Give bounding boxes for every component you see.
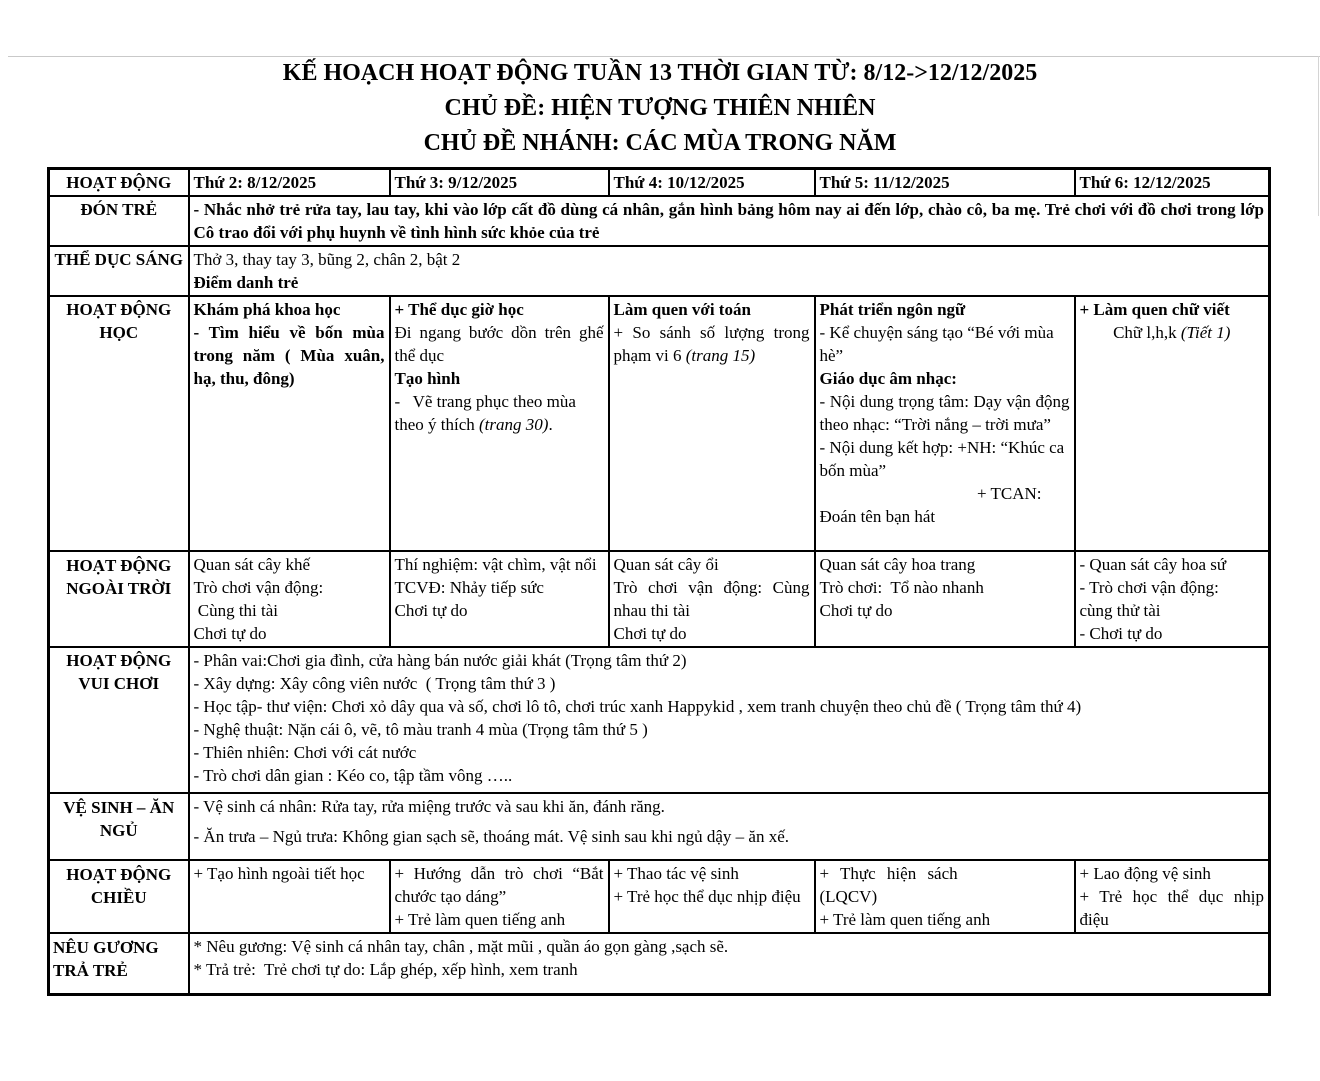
row-label-chieu: HOẠT ĐỘNG CHIỀU [49, 860, 189, 933]
cell-the-duc-sang [189, 246, 1270, 296]
text-line: + Thực hiện sách [819, 864, 958, 883]
text-line: - Xây dựng: Xây công viên nước ( Trọng tâm thứ 3 ) [193, 674, 556, 693]
text-line: - Học tập- thư viện: Chơi xỏ dây qua và số, chơi lô tô, chơi trúc xanh Happykid , xem tranh chuyện theo chủ đề ( Trọng tâm thứ 4) [193, 697, 1082, 716]
text-line: - Phân vai:Chơi gia đình, cửa hàng bán nước giải khát (Trọng tâm thứ 2) [193, 651, 687, 670]
text-line: - Kể chuyện sáng tạo “Bé với mùa hè” [819, 323, 1058, 365]
header-day-tue: Thứ 3: 9/12/2025 [390, 169, 609, 197]
cell-chieu-thu [815, 860, 1075, 933]
row-label-don-tre: ĐÓN TRẺ [49, 196, 189, 246]
page-top-edge [8, 56, 1320, 57]
row-label-ngoai-troi: HOẠT ĐỘNG NGOÀI TRỜI [49, 551, 189, 647]
text-line: + Trẻ làm quen tiếng anh [819, 910, 991, 929]
header-day-wed: Thứ 4: 10/12/2025 [609, 169, 815, 197]
cell-hoc-thu [815, 296, 1075, 551]
text-line: Khám phá khoa học [193, 300, 341, 319]
text-line: Đoán tên bạn hát [819, 507, 936, 526]
text-line: - Trò chơi dân gian : Kéo co, tập tầm vông ….. [193, 766, 513, 785]
text-line: Làm quen với toán [613, 300, 751, 319]
text-line: + Thao tác vệ sinh [613, 864, 739, 883]
text-line: Đi ngang bước dồn trên ghế thể dục [394, 323, 604, 365]
row-label-the-duc-sang: THỂ DỤC SÁNG [49, 246, 189, 296]
don-tre-content: - Nhắc nhở trẻ rửa tay, lau tay, khi vào lớp cất đồ dùng cá nhân, gắn hình bảng hôm nay ai đến lớp, chào cô, ba mẹ. Trẻ chơi với đồ chơi trong lớp Cô trao đổi với phụ huynh về tình hình sức khỏe của trẻ [193, 200, 1264, 242]
text-line: Phát triển ngôn ngữ [819, 300, 966, 319]
row-hoat-dong-hoc [49, 296, 1270, 551]
page-right-edge [1318, 56, 1319, 216]
title-line-3: CHỦ ĐỀ NHÁNH: CÁC MÙA TRONG NĂM [423, 130, 897, 156]
text-segment-italic: (trang 30) [479, 415, 549, 434]
text-line: - Chơi tự do [1079, 624, 1163, 643]
text-line: Tạo hình [394, 369, 461, 388]
row-ve-sinh-an-ngu [49, 793, 1270, 860]
cell-chieu-wed [609, 860, 815, 933]
text-line: - Tìm hiểu về bốn mùa trong năm ( Mùa xuân, hạ, thu, đông) [193, 323, 385, 388]
text-line: Trò chơi vận động: [193, 578, 324, 597]
text-line: + Trẻ học thể dục nhịp điệu [613, 887, 801, 906]
cell-hoc-wed [609, 296, 815, 551]
row-the-duc-sang [49, 246, 1270, 296]
text-line [614, 321, 810, 367]
cell-vui-choi [189, 647, 1270, 793]
title-line-2: CHỦ ĐỀ: HIỆN TƯỢNG THIÊN NHIÊN [444, 95, 876, 121]
text-line: Cùng thi tài [193, 601, 279, 620]
text-line: TCVĐ: Nhảy tiếp sức [394, 578, 544, 597]
text-line: Thở 3, thay tay 3, bũng 2, chân 2, bật 2 [193, 250, 461, 269]
text-line: Quan sát cây khế [193, 555, 311, 574]
text-line: + Trẻ làm quen tiếng anh [394, 910, 566, 929]
text-line: Chơi tự do [819, 601, 893, 620]
text-line [1080, 321, 1265, 344]
row-label-vui-choi: HOẠT ĐỘNG VUI CHƠI [49, 647, 189, 793]
text-line: cùng thử tài [1079, 601, 1161, 620]
title-line-1: KẾ HOẠCH HOẠT ĐỘNG TUẦN 13 THỜI GIAN TỪ: 8/12->12/12/2025 [282, 60, 1038, 86]
cell-ngoai-troi-mon [189, 551, 390, 647]
cell-don-tre [189, 196, 1270, 246]
text-segment: Chữ l,h,k [1113, 323, 1181, 342]
text-segment: . [548, 415, 553, 434]
cell-chieu-fri [1075, 860, 1270, 933]
text-line: Chơi tự do [394, 601, 468, 620]
cell-ngoai-troi-tue [390, 551, 609, 647]
cell-ve-sinh [189, 793, 1270, 860]
text-line: + Tạo hình ngoài tiết học [193, 864, 365, 883]
text-line: Điểm danh trẻ [193, 273, 299, 292]
weekly-activity-plan-table [47, 167, 1271, 996]
row-label-hoat-dong-hoc: HOẠT ĐỘNG HỌC [49, 296, 189, 551]
table-header-row [49, 169, 1270, 197]
cell-chieu-mon [189, 860, 390, 933]
text-line: - Ăn trưa – Ngủ trưa: Không gian sạch sẽ, thoáng mát. Vệ sinh sau khi ngủ dậy – ăn xế. [193, 827, 790, 846]
cell-hoc-tue [390, 296, 609, 551]
text-line: - Quan sát cây hoa sứ [1079, 555, 1227, 574]
cell-neu-guong [189, 933, 1270, 994]
text-line: Trò chơi: Tổ nào nhanh [819, 578, 984, 597]
header-day-mon: Thứ 2: 8/12/2025 [189, 169, 390, 197]
text-line: - Vệ sinh cá nhân: Rửa tay, rửa miệng trước và sau khi ăn, đánh răng. [193, 797, 665, 816]
row-label-neu-guong: NÊU GƯƠNG TRẢ TRẺ [49, 933, 189, 994]
header-day-thu: Thứ 5: 11/12/2025 [815, 169, 1075, 197]
row-neu-guong-tra-tre [49, 933, 1270, 994]
text-line: Quan sát cây hoa trang [819, 555, 976, 574]
row-hoat-dong-vui-choi [49, 647, 1270, 793]
text-segment: + So sánh số lượng trong phạm vi 6 [613, 323, 810, 365]
text-segment-italic: (Tiết 1) [1180, 323, 1231, 342]
row-label-ve-sinh: VỆ SINH – ĂN NGỦ [49, 793, 189, 860]
text-line: Trò chơi vận động: Cùng nhau thi tài [613, 578, 810, 620]
text-line: - Nghệ thuật: Nặn cái ô, vẽ, tô màu tranh 4 mùa (Trọng tâm thứ 5 ) [193, 720, 648, 739]
text-line: + Hướng dẫn trò chơi “Bắt chước tạo dáng” [394, 864, 604, 906]
header-activity: HOẠT ĐỘNG [49, 169, 189, 197]
text-segment: - Vẽ trang phục theo mùa theo ý thích [394, 392, 581, 434]
text-line: * Trả trẻ: Trẻ chơi tự do: Lắp ghép, xếp hình, xem tranh [193, 960, 578, 979]
cell-ngoai-troi-thu [815, 551, 1075, 647]
text-line: - Nội dung trọng tâm: Dạy vận động theo nhạc: “Trời nắng – trời mưa” [819, 392, 1070, 434]
text-line: + Lao động vệ sinh [1079, 864, 1211, 883]
text-line: - Nội dung kết hợp: +NH: “Khúc ca bốn mùa” [819, 438, 1069, 480]
header-day-fri: Thứ 6: 12/12/2025 [1075, 169, 1270, 197]
text-line: + Làm quen chữ viết [1079, 300, 1230, 319]
text-segment-italic: (trang 15) [685, 346, 756, 365]
text-line: Thí nghiệm: vật chìm, vật nổi [394, 555, 597, 574]
cell-ngoai-troi-fri [1075, 551, 1270, 647]
cell-hoc-mon [189, 296, 390, 551]
text-line: Giáo dục âm nhạc: [819, 369, 957, 388]
row-hoat-dong-chieu [49, 860, 1270, 933]
text-line: * Nêu gương: Vệ sinh cá nhân tay, chân , mặt mũi , quần áo gọn gàng ,sạch sẽ. [193, 937, 729, 956]
text-line: + Thể dục giờ học [394, 300, 524, 319]
text-line: Chơi tự do [193, 624, 267, 643]
text-line: Quan sát cây ổi [613, 555, 719, 574]
text-line [395, 390, 604, 436]
document-title [0, 56, 1320, 161]
row-hoat-dong-ngoai-troi [49, 551, 1270, 647]
cell-hoc-fri [1075, 296, 1270, 551]
text-line: + TCAN: [976, 484, 1042, 503]
text-line: (LQCV) [819, 887, 878, 906]
text-line: + Trẻ học thể dục nhịp điệu [1079, 887, 1264, 929]
text-line: - Trò chơi vận động: [1079, 578, 1219, 597]
row-don-tre [49, 196, 1270, 246]
cell-ngoai-troi-wed [609, 551, 815, 647]
text-line: Chơi tự do [613, 624, 687, 643]
text-line: - Thiên nhiên: Chơi với cát nước [193, 743, 417, 762]
cell-chieu-tue [390, 860, 609, 933]
